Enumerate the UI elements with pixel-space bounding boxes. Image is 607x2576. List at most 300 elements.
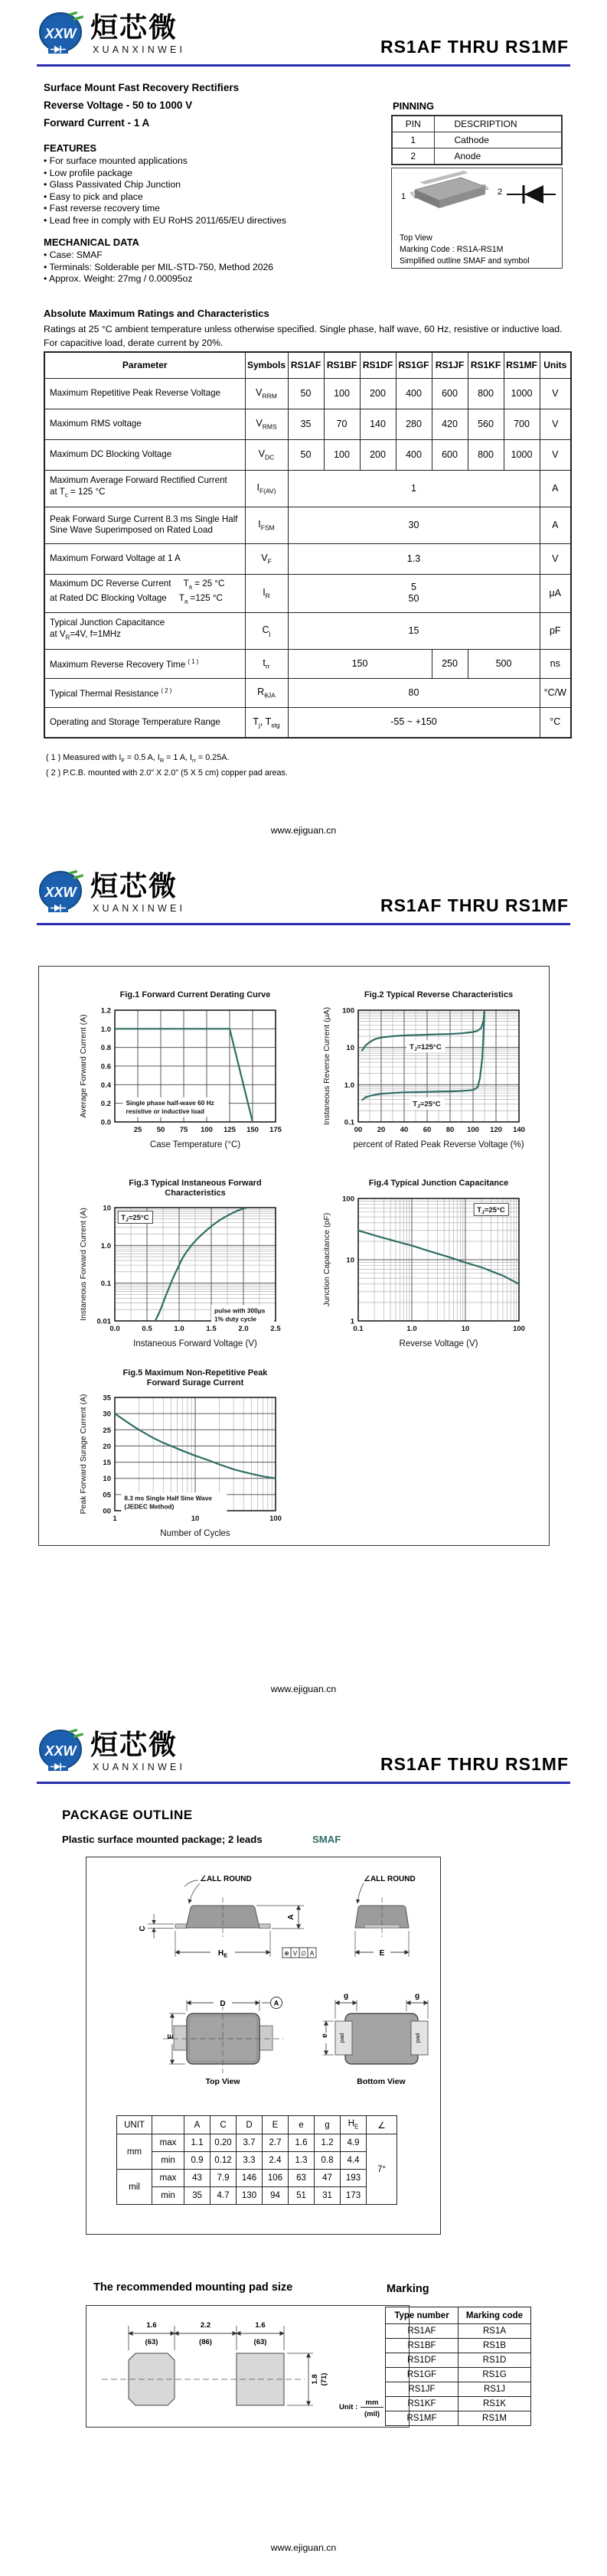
svg-text:0.5: 0.5 (142, 1325, 152, 1333)
dim-header-row (117, 2116, 397, 2134)
svg-text:∠ALL ROUND: ∠ALL ROUND (200, 1875, 252, 1883)
dim-col-header: g (315, 2116, 341, 2134)
svg-text:Characteristics: Characteristics (165, 1189, 226, 1198)
svg-text:Junction Capacitance (pF): Junction Capacitance (pF) (322, 1212, 331, 1307)
ratings-table (44, 351, 572, 739)
dim-col-header (152, 2116, 184, 2134)
marking-row (386, 2368, 531, 2382)
dim-value-cell: 47 (315, 2170, 341, 2187)
value-cell: 140 (360, 409, 396, 439)
marking-code: RS1J (459, 2382, 531, 2397)
svg-text:mm: mm (365, 2398, 379, 2407)
marking-row (386, 2324, 531, 2339)
svg-text:Fig.1 Forward Current Deratin: Fig.1 Forward Current Derating Curve (119, 990, 271, 999)
parameter-cell: Operating and Storage Temperature Range (44, 707, 245, 738)
package-outline-drawing (86, 1857, 438, 2114)
marking-col-header: Type number (386, 2307, 459, 2324)
parameter-cell: Maximum Reverse Recovery Time $^{( 1 )}$ (44, 649, 245, 678)
subtitle-line: Reverse Voltage - 50 to 1000 V (44, 99, 193, 111)
list-item: • Terminals: Solderable per MIL-STD-750, Method 2026 (44, 262, 365, 274)
svg-text:Instaneous Reverse Current (μ: Instaneous Reverse Current (μA) (322, 1006, 331, 1126)
company-name-en: XUANXINWEI (93, 903, 186, 914)
svg-text:100: 100 (513, 1325, 525, 1333)
value-cell: 800 (468, 439, 504, 470)
svg-text:0.1: 0.1 (353, 1325, 364, 1333)
svg-text:XXW: XXW (44, 26, 77, 41)
marking-row (386, 2411, 531, 2426)
fig2-series (362, 1010, 485, 1101)
company-name-en: XUANXINWEI (93, 44, 186, 55)
ratings-intro-line: Ratings at 25 °C ambient temperature unless otherwise specified. Single phase, half wave, 60 Hz, resistive or inductive load. (44, 324, 563, 334)
dim-value-cell: 0.9 (184, 2152, 210, 2170)
svg-text:TJ​=25°C: $T_J=25^\circ C$ (413, 1100, 441, 1110)
dim-value-cell: 130 (237, 2187, 263, 2205)
svg-text:∠ALL ROUND: ∠ALL ROUND (364, 1875, 416, 1883)
value-cell: 1000 (504, 439, 540, 470)
symbol-cell: $V_{DC}$ (245, 439, 288, 470)
dim-value-cell: 63 (289, 2170, 315, 2187)
smaf-3d-drawing (392, 168, 560, 230)
svg-text:Number of Cycles: Number of Cycles (160, 1529, 230, 1538)
svg-text:75: 75 (179, 1126, 188, 1134)
svg-text:150: 150 (246, 1126, 259, 1134)
company-logo (38, 1728, 87, 1779)
value-cell: 600 (432, 439, 468, 470)
fig4-series (358, 1231, 519, 1284)
value-cell: 15 (288, 612, 540, 649)
dim-unit-cell: mm (117, 2134, 152, 2170)
marking-row (386, 2339, 531, 2353)
footer-url: www.ejiguan.cn (270, 825, 337, 836)
svg-text:50: 50 (156, 1126, 165, 1134)
dimension-table: UNIT A C D E e g $H_E$ ∠ mm max 1.1 0.20 3.7 2.7 1.6 1.2 4.9 7° min 0.9 0.12 3.3 2.4 1.3 0.8 4.4 mil max 43 7.9 146 106 63 47 193 min 35 4.7 130 94 51 31 173 (116, 2115, 397, 2205)
value-cell: 200 (360, 378, 396, 409)
marking-code: RS1D (459, 2353, 531, 2368)
ratings-row (44, 649, 571, 678)
ratings-col-header: Parameter (44, 352, 245, 378)
svg-text:⊕: ⊕ (284, 1950, 289, 1957)
dim-value-cell: 193 (341, 2170, 367, 2187)
outline-caption-3: Simplified outline SMAF and symbol (400, 256, 530, 266)
svg-text:100: 100 (342, 1195, 354, 1204)
unit-cell: V (540, 439, 571, 470)
svg-text:D: D (220, 2000, 226, 2008)
svg-text:0.2: 0.2 (100, 1100, 111, 1109)
package-name: SMAF (312, 1834, 341, 1845)
svg-text:100: 100 (201, 1126, 213, 1134)
value-cell: 1000 (504, 378, 540, 409)
mechanical-heading: MECHANICAL DATA (44, 236, 139, 248)
svg-text:Fig.5 Maximum Non-Repetitive: Fig.5 Maximum Non-Repetitive Peak (122, 1368, 268, 1378)
pinning-header-row: PIN DESCRIPTION (392, 116, 562, 132)
unit-cell: A (540, 470, 571, 507)
dim-value-cell: 2.4 (263, 2152, 289, 2170)
symbol-cell: $I_{F(AV)}$ (245, 470, 288, 507)
svg-text:(63): (63) (253, 2338, 267, 2346)
logo-graphic (38, 11, 87, 61)
mounting-pad-svg (86, 2306, 406, 2424)
ratings-intro-line: For capacitive load, derate current by 20%. (44, 337, 224, 348)
svg-text:pad: pad (338, 2033, 345, 2043)
svg-text:20: 20 (103, 1442, 111, 1451)
product-subtitle (44, 79, 239, 132)
unit-cell: °C (540, 707, 571, 738)
dim-value-cell: 146 (237, 2170, 263, 2187)
svg-text:10: 10 (346, 1256, 354, 1265)
unit-cell: ns (540, 649, 571, 678)
svg-text:Top View: Top View (205, 2077, 240, 2086)
pin2-label: 2 (498, 187, 503, 197)
symbol-cell: $V_F$ (245, 543, 288, 574)
mechanical-list (44, 249, 365, 285)
part-range-title: RS1AF THRU RS1MF (380, 1754, 569, 1774)
list-item: • Approx. Weight: 27mg / 0.00095oz (44, 273, 365, 285)
svg-text:TJ​=25°C: $T_J=25^\circ C$ (477, 1205, 505, 1215)
dim-value-cell: 3.7 (237, 2134, 263, 2152)
svg-text:Average Forward Current (A): Average Forward Current (A) (79, 1014, 88, 1118)
symbol-cell: $V_{RMS}$ (245, 409, 288, 439)
value-cell: 50 (288, 439, 324, 470)
pinning-row: 1 Cathode (392, 132, 562, 148)
svg-text:TJ​=125°C: $T_J=125^\circ C$ (410, 1042, 442, 1052)
value-cell: 100 (324, 378, 360, 409)
svg-text:1.6: 1.6 (255, 2321, 266, 2330)
dim-value-cell: 4.9 (341, 2134, 367, 2152)
svg-text:pad: pad (414, 2033, 421, 2043)
value-cell: 500 (468, 649, 540, 678)
svg-text:35: 35 (103, 1394, 111, 1403)
dim-value-cell: 51 (289, 2187, 315, 2205)
marking-heading: Marking (387, 2283, 429, 2295)
svg-text:∅: ∅ (301, 1950, 306, 1957)
svg-text:10: 10 (103, 1204, 111, 1213)
fig5-svg (77, 1365, 285, 1543)
svg-text:g: g (343, 1992, 349, 2000)
svg-text:80: 80 (445, 1126, 455, 1134)
dim-value-cell: 4.4 (341, 2152, 367, 2170)
value-cell: 150 (288, 649, 432, 678)
value-cell: 80 (288, 678, 540, 707)
ratings-header-row (44, 352, 571, 378)
marking-code: RS1K (459, 2397, 531, 2411)
marking-header-row (386, 2307, 531, 2324)
ratings-col-header: RS1GF (396, 352, 432, 378)
dim-value-cell: 35 (184, 2187, 210, 2205)
svg-text:1.0: 1.0 (100, 1241, 111, 1251)
value-cell: 420 (432, 409, 468, 439)
parameter-cell: Maximum Repetitive Peak Reverse Voltage (44, 378, 245, 409)
svg-text:10: 10 (191, 1515, 200, 1523)
svg-text:100: 100 (467, 1126, 479, 1134)
list-item: • Case: SMAF (44, 249, 365, 262)
svg-text:1: 1 (113, 1515, 117, 1523)
list-item: • Easy to pick and place (44, 191, 365, 204)
ratings-col-header: RS1KF (468, 352, 504, 378)
ratings-col-header: RS1DF (360, 352, 396, 378)
svg-text:1: 1 (350, 1317, 354, 1326)
svg-text:100: 100 (269, 1515, 282, 1523)
unit-cell: μA (540, 574, 571, 612)
dim-value-cell: 0.8 (315, 2152, 341, 2170)
datasheet-page-3 (0, 1717, 607, 2576)
symbol-cell: $t_{rr}$ (245, 649, 288, 678)
subtitle-line: Surface Mount Fast Recovery Rectifiers (44, 82, 240, 93)
svg-text:1.0: 1.0 (174, 1325, 184, 1333)
mounting-pad-frame (86, 2305, 410, 2428)
outline-symbol-card (391, 168, 563, 269)
parameter-cell: Maximum DC Blocking Voltage (44, 439, 245, 470)
svg-text:Bottom View: Bottom View (357, 2077, 406, 2086)
ratings-col-header: RS1MF (504, 352, 540, 378)
svg-text:pulse with 300μs: pulse with 300μs (214, 1306, 266, 1315)
marking-row (386, 2353, 531, 2368)
type-number: RS1AF (386, 2324, 459, 2339)
svg-text:175: 175 (269, 1126, 282, 1134)
svg-text:A: A (273, 1999, 279, 2007)
dim-value-cell: 43 (184, 2170, 210, 2187)
pinning-row: 2 Anode (392, 148, 562, 165)
mounting-pad-drawing (86, 2306, 406, 2428)
company-logo (38, 11, 87, 61)
dim-col-header: E (263, 2116, 289, 2134)
svg-text:percent of Rated Peak Reverse: percent of Rated Peak Reverse Voltage (%) (353, 1140, 524, 1149)
list-item: • Fast reverse recovery time (44, 203, 365, 215)
ratings-row (44, 378, 571, 409)
company-name-en: XUANXINWEI (93, 1762, 186, 1772)
svg-text:125: 125 (224, 1126, 236, 1134)
value-cell: 400 (396, 439, 432, 470)
svg-text:Single phase half-wave 60 Hz: Single phase half-wave 60 Hz (126, 1099, 214, 1107)
dim-value-cell: 31 (315, 2187, 341, 2205)
parameter-cell: Maximum Forward Voltage at 1 A (44, 543, 245, 574)
value-cell: 280 (396, 409, 432, 439)
list-item: • Glass Passivated Chip Junction (44, 179, 365, 191)
symbol-cell: $R_{\theta JA}$ (245, 678, 288, 707)
parameter-cell: Maximum DC Reverse Current $T_a = 25$ °C at Rated DC Blocking Voltage $T_a =125$ °C (44, 574, 245, 612)
features-list (44, 155, 365, 227)
svg-text:Instaneous Forward Voltage (V): Instaneous Forward Voltage (V) (133, 1339, 257, 1348)
ratings-col-header: RS1BF (324, 352, 360, 378)
type-number: RS1GF (386, 2368, 459, 2382)
svg-text:120: 120 (490, 1126, 502, 1134)
svg-text:1.5: 1.5 (206, 1325, 217, 1333)
value-cell: 30 (288, 507, 540, 543)
ratings-heading: Absolute Maximum Ratings and Characteristics (44, 308, 269, 319)
svg-text:1.6: 1.6 (146, 2321, 157, 2330)
pinning-heading: PINNING (393, 100, 435, 112)
dim-value-cell: 173 (341, 2187, 367, 2205)
ratings-row (44, 470, 571, 507)
marking-code: RS1G (459, 2368, 531, 2382)
logo-graphic (38, 869, 87, 920)
subtitle-line: Forward Current - 1 A (44, 117, 150, 129)
svg-text:1.0: 1.0 (406, 1325, 417, 1333)
type-number: RS1BF (386, 2339, 459, 2353)
package-subheading: Plastic surface mounted package; 2 leads (62, 1834, 263, 1845)
svg-text:1.8: 1.8 (311, 2374, 319, 2385)
header-rule (37, 64, 570, 67)
svg-text:(63): (63) (145, 2338, 158, 2346)
svg-text:1.2: 1.2 (100, 1006, 111, 1016)
dim-value-cell: 4.7 (210, 2187, 237, 2205)
svg-text:Peak Forward Surage Current (A: Peak Forward Surage Current (A) (79, 1394, 88, 1515)
dim-angle-cell: 7° (367, 2134, 397, 2205)
svg-text:0.0: 0.0 (109, 1325, 120, 1333)
fig3-forward-characteristics-chart (77, 1176, 285, 1353)
value-cell: 600 (432, 378, 468, 409)
value-cell: 200 (360, 439, 396, 470)
svg-text:XXW: XXW (44, 1743, 77, 1759)
value-cell: 560 (468, 409, 504, 439)
svg-text:0.4: 0.4 (100, 1081, 111, 1090)
ratings-col-header: RS1AF (288, 352, 324, 378)
dim-col-header: UNIT (117, 2116, 152, 2134)
svg-text:Fig.3 Typical Instaneous Forw: Fig.3 Typical Instaneous Forward (129, 1179, 262, 1188)
symbol-cell: $V_{RRM}$ (245, 378, 288, 409)
marking-col-header: Marking code (459, 2307, 531, 2324)
svg-text:140: 140 (513, 1126, 525, 1134)
svg-text:00: 00 (103, 1507, 111, 1516)
dim-value-cell: 1.2 (315, 2134, 341, 2152)
svg-text:E: E (167, 2033, 175, 2040)
part-range-title: RS1AF THRU RS1MF (380, 37, 569, 57)
svg-text:V: V (292, 1950, 298, 1957)
fig1-svg (77, 987, 285, 1154)
ratings-row (44, 707, 571, 738)
ratings-col-header: Units (540, 352, 571, 378)
svg-text:(86): (86) (199, 2338, 212, 2346)
svg-text:1.0: 1.0 (100, 1025, 111, 1034)
value-cell: 5 50 (288, 574, 540, 612)
marking-code: RS1B (459, 2339, 531, 2353)
datasheet-page-1 (0, 0, 607, 859)
ratings-col-header: Symbols (245, 352, 288, 378)
diode-symbol-icon (507, 185, 556, 204)
ratings-row (44, 439, 571, 470)
dim-col-header: C (210, 2116, 237, 2134)
svg-text:resistive or inductive load: resistive or inductive load (126, 1107, 204, 1115)
svg-text:Instaneous Forward Current (A): Instaneous Forward Current (A) (79, 1208, 88, 1321)
ratings-row (44, 612, 571, 649)
svg-text:25: 25 (103, 1426, 111, 1435)
value-cell: 70 (324, 409, 360, 439)
svg-text:(JEDEC Method): (JEDEC Method) (124, 1502, 175, 1511)
marking-code: RS1M (459, 2411, 531, 2426)
fig2-svg (320, 987, 528, 1154)
value-cell: 50 (288, 378, 324, 409)
svg-text:10: 10 (461, 1325, 470, 1333)
symbol-cell: $T_j$, $T_{stg}$ (245, 707, 288, 738)
svg-text:HE: $H_E$ (217, 1949, 228, 1959)
svg-text:1.0: 1.0 (344, 1081, 354, 1090)
value-cell: 800 (468, 378, 504, 409)
svg-text:40: 40 (400, 1126, 409, 1134)
marking-table (385, 2307, 531, 2426)
svg-text:8.3 ms Single Half Sine Wave: 8.3 ms Single Half Sine Wave (124, 1494, 212, 1502)
footer-url: www.ejiguan.cn (270, 2542, 337, 2553)
ratings-row (44, 409, 571, 439)
value-cell: 35 (288, 409, 324, 439)
dim-value-cell: 1.1 (184, 2134, 210, 2152)
svg-text:15: 15 (103, 1459, 111, 1468)
svg-text:Fig.4 Typical Junction Capaci: Fig.4 Typical Junction Capacitance (368, 1179, 509, 1188)
svg-text:Reverse Voltage (V): Reverse Voltage (V) (399, 1339, 478, 1348)
value-cell: 1 (288, 470, 540, 507)
ratings-col-header: RS1JF (432, 352, 468, 378)
unit-cell: V (540, 543, 571, 574)
package-outline-heading: PACKAGE OUTLINE (62, 1808, 193, 1822)
dim-value-cell: 94 (263, 2187, 289, 2205)
dim-value-cell: 0.12 (210, 2152, 237, 2170)
footnotes (46, 752, 505, 780)
list-item: • Lead free in comply with EU RoHS 2011/65/EU directives (44, 215, 365, 227)
svg-text:TJ​=25°C: $T_J=25^\circ C$ (121, 1213, 149, 1223)
dim-unit-cell: mil (117, 2170, 152, 2205)
svg-text:e: e (321, 2033, 329, 2038)
ratings-row (44, 543, 571, 574)
unit-cell: A (540, 507, 571, 543)
ratings-intro (44, 323, 573, 350)
svg-text:100: 100 (342, 1006, 354, 1016)
svg-text:0.01: 0.01 (96, 1317, 111, 1326)
pinning-table (391, 115, 563, 165)
svg-text:2.0: 2.0 (238, 1325, 249, 1333)
footer-url: www.ejiguan.cn (270, 1684, 337, 1694)
svg-text:0.6: 0.6 (100, 1062, 111, 1071)
fig5-surge-current-chart (77, 1365, 285, 1543)
list-item: • For surface mounted applications (44, 155, 365, 168)
ratings-row (44, 574, 571, 612)
fig3-series (155, 1208, 246, 1321)
unit-cell: V (540, 378, 571, 409)
svg-text:XXW: XXW (44, 885, 77, 900)
part-range-title: RS1AF THRU RS1MF (380, 895, 569, 915)
type-number: RS1KF (386, 2397, 459, 2411)
unit-cell: °C/W (540, 678, 571, 707)
dim-col-header: e (289, 2116, 315, 2134)
svg-text:Fig.2 Typical Reverse Charact: Fig.2 Typical Reverse Characteristics (364, 990, 514, 999)
svg-text:1% duty cycle: 1% duty cycle (214, 1315, 256, 1323)
dim-col-header: ∠ (367, 2116, 397, 2134)
company-name-cn: 烜芯微 (90, 870, 178, 902)
outline-caption-2: Marking Code : RS1A-RS1M (400, 245, 504, 254)
parameter-cell: Maximum Average Forward Rectified Current at $T_c = 125$ °C (44, 470, 245, 507)
parameter-cell: Peak Forward Surge Current 8.3 ms Single Half Sine Wave Superimposed on Rated Load (44, 507, 245, 543)
value-cell: 400 (396, 378, 432, 409)
symbol-cell: $C_j$ (245, 612, 288, 649)
pin1-label: 1 (401, 192, 406, 201)
svg-text:2.2: 2.2 (200, 2321, 211, 2330)
list-item: • Low profile package (44, 168, 365, 180)
unit-cell: V (540, 409, 571, 439)
svg-text:00: 00 (354, 1126, 363, 1134)
svg-text:(71): (71) (320, 2372, 328, 2386)
svg-text:A: A (287, 1914, 295, 1920)
dim-value-cell: 2.7 (263, 2134, 289, 2152)
dim-col-header: D (237, 2116, 263, 2134)
header-rule (37, 1782, 570, 1784)
fig1-derating-chart (77, 987, 285, 1154)
type-number: RS1DF (386, 2353, 459, 2368)
svg-text:25: 25 (133, 1126, 142, 1134)
fig2-reverse-characteristics-chart (320, 987, 528, 1154)
company-name-cn: 烜芯微 (90, 1729, 178, 1760)
svg-text:0.1: 0.1 (344, 1118, 354, 1127)
dim-value-cell: 0.20 (210, 2134, 237, 2152)
dim-value-cell: 1.6 (289, 2134, 315, 2152)
dim-col-header: $H_E$ (341, 2116, 367, 2134)
svg-text:A: A (309, 1950, 315, 1957)
